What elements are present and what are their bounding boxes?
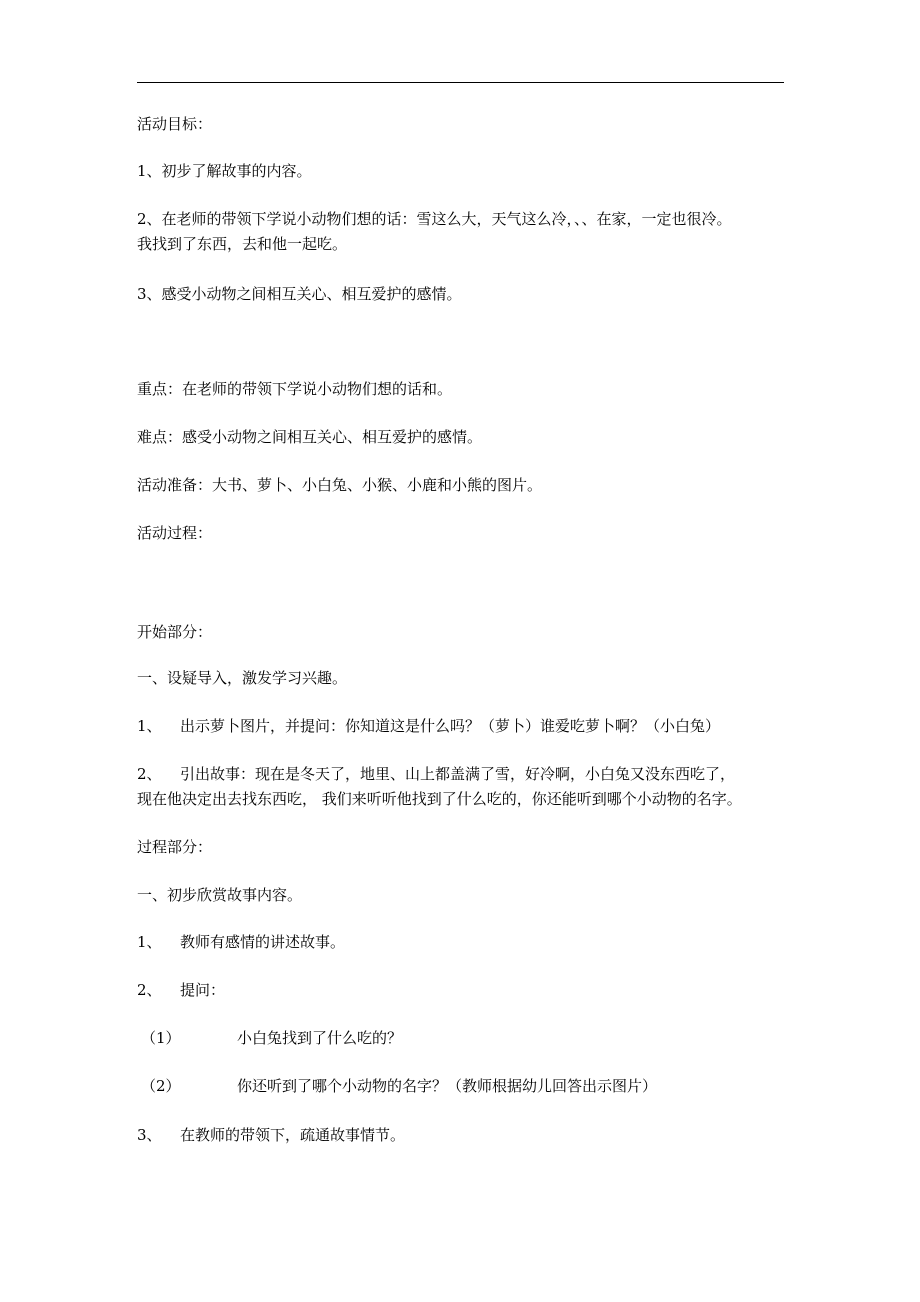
process-item-1-num: 1、 [137, 933, 162, 951]
process-title: 活动过程： [137, 524, 213, 542]
start-step-1-title: 一、设疑导入，激发学习兴趣。 [137, 669, 348, 687]
process-item-3 [137, 1124, 405, 1146]
difficulty: 难点：感受小动物之间相互关心、相互爱护的感情。 [137, 428, 483, 446]
objectives-title: 活动目标： [137, 115, 213, 133]
question-2-num: （2） [141, 1077, 181, 1095]
start-item-2-text-line1: 引出故事：现在是冬天了，地里、山上都盖满了雪，好冷啊，小白兔又没东西吃了， [180, 765, 736, 783]
objective-1: 1、初步了解故事的内容。 [137, 162, 312, 180]
process-item-1-text: 教师有感情的讲述故事。 [180, 933, 346, 951]
process-step-1-title: 一、初步欣赏故事内容。 [137, 886, 303, 904]
objective-2-line1: 2、在老师的带领下学说小动物们想的话：雪这么大，天气这么冷，、、在家，一定也很冷。 [137, 210, 732, 228]
question-1-num: （1） [141, 1029, 181, 1047]
process-item-3-text: 在教师的带领下，疏通故事情节。 [180, 1126, 406, 1144]
preparation: 活动准备：大书、萝卜、小白兔、小猴、小鹿和小熊的图片。 [137, 476, 543, 494]
process-item-1 [137, 931, 345, 953]
start-item-2-num: 2、 [137, 765, 162, 783]
process-item-2-text: 提问： [180, 981, 226, 999]
header-rule [137, 82, 784, 83]
start-item-1 [137, 715, 720, 737]
start-item-1-num: 1、 [137, 717, 162, 735]
start-item-2-text-line2: 现在他决定出去找东西吃， 我们来听听他找到了什么吃的，你还能听到哪个小动物的名字。 [137, 790, 742, 808]
key-point: 重点：在老师的带领下学说小动物们想的话和。 [137, 380, 453, 398]
start-item-2 [137, 763, 735, 785]
objective-2-line2: 我找到了东西，去和他一起吃。 [137, 235, 348, 253]
question-2-text: 你还听到了哪个小动物的名字？（教师根据幼儿回答出示图片） [237, 1077, 658, 1095]
process-item-3-num: 3、 [137, 1126, 162, 1144]
objective-3: 3、感受小动物之间相互关心、相互爱护的感情。 [137, 285, 462, 303]
process-part-title: 过程部分： [137, 838, 213, 856]
question-1-text: 小白兔找到了什么吃的？ [237, 1029, 403, 1047]
process-item-2-num: 2、 [137, 981, 162, 999]
process-item-2 [137, 979, 225, 1001]
start-item-1-text: 出示萝卜图片，并提问：你知道这是什么吗？（萝卜）谁爱吃萝卜啊？（小白兔） [180, 717, 721, 735]
start-title: 开始部分： [137, 623, 213, 641]
